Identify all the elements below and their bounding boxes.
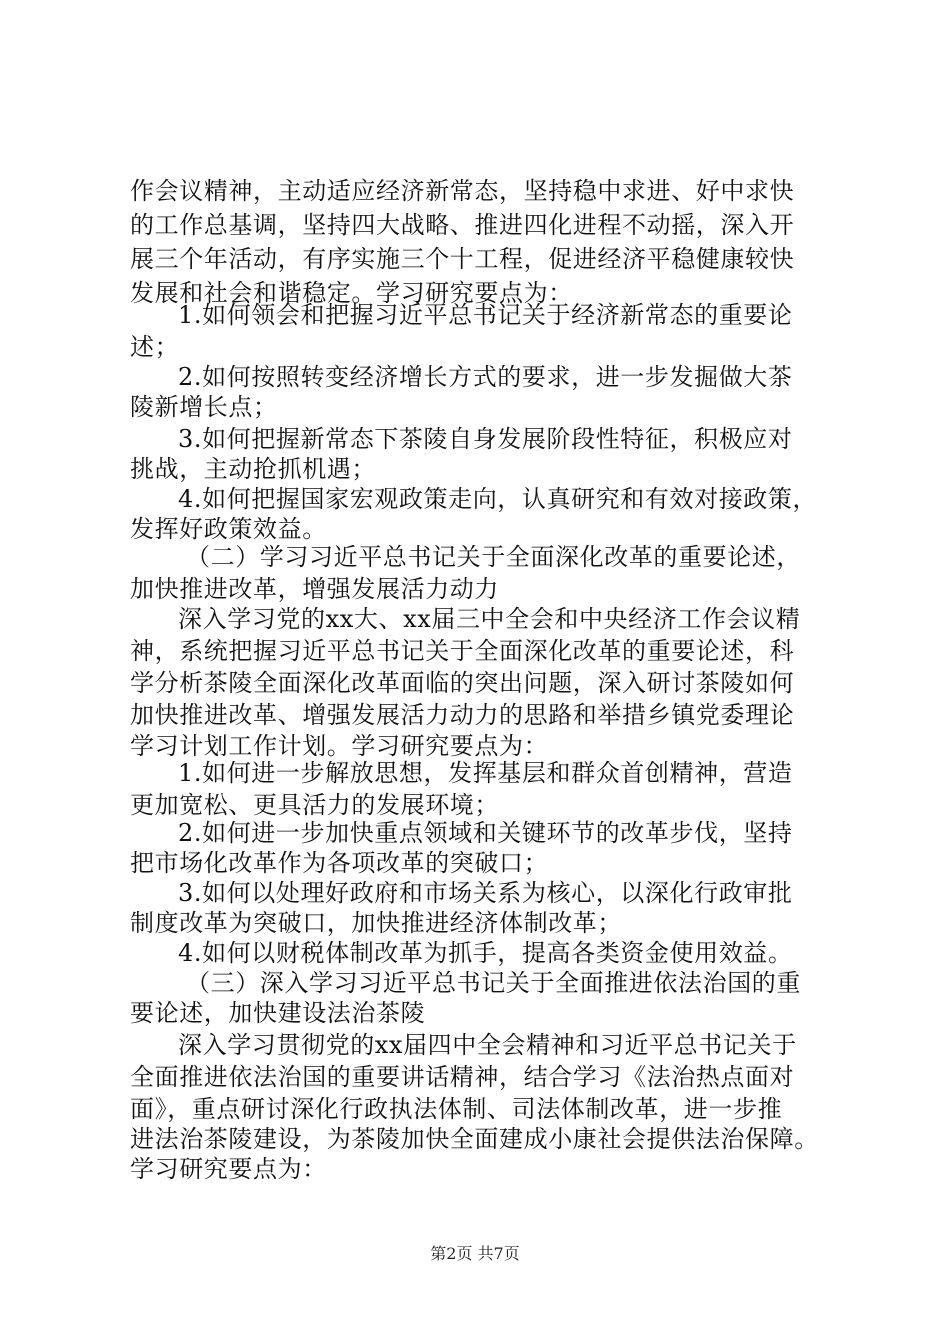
text-line: 发挥好政策效益。 (130, 515, 327, 543)
section-heading-continued: 加快推进改革，增强发展活力动力 (130, 575, 499, 603)
list-item-line: 2.如何按照转变经济增长方式的要求，进一步发掘做大茶 (178, 363, 793, 391)
page-footer: 第2页 共7页 (430, 1244, 520, 1263)
text-line: 进法治茶陵建设，为茶陵加快全面建成小康社会提供法治保障。 (130, 1125, 819, 1153)
text-line: 学分析茶陵全面深化改革面临的突出问题，深入研讨茶陵如何 (130, 669, 795, 697)
text-line: 加快推进改革、增强发展活力动力的思路和举措乡镇党委理论 (130, 701, 795, 729)
text-line: 作会议精神，主动适应经济新常态，坚持稳中求进、好中求快 (130, 177, 795, 205)
text-line: 展三个年活动，有序实施三个十工程，促进经济平稳健康较快 (130, 245, 795, 273)
text-line: 学习研究要点为： (130, 1155, 327, 1183)
text-line: 的工作总基调，坚持四大战略、推进四化进程不动摇，深入开 (130, 211, 795, 239)
text-line: 述； (130, 333, 180, 361)
list-item-line: 1.如何领会和把握习近平总书记关于经济新常态的重要论 (178, 301, 793, 329)
text-line: 挑战，主动抢抓机遇； (130, 455, 376, 483)
paragraph-line: 深入学习贯彻党的xx届四中全会精神和习近平总书记关于 (178, 1031, 797, 1059)
text-line: 把市场化改革作为各项改革的突破口； (130, 849, 549, 877)
paragraph-line: 深入学习党的xx大、xx届三中全会和中央经济工作会议精 (178, 605, 801, 633)
text-line: 发展和社会和谐稳定。学习研究要点为： (130, 279, 573, 307)
section-heading: （三）深入学习习近平总书记关于全面推进依法治国的重 (186, 969, 801, 997)
section-heading-continued: 要论述，加快建设法治茶陵 (130, 999, 426, 1027)
list-item-line: 2.如何进一步加快重点领域和关键环节的改革步伐，坚持 (178, 819, 793, 847)
list-item-line: 3.如何把握新常态下茶陵自身发展阶段性特征，积极应对 (178, 425, 793, 453)
section-heading: （二）学习习近平总书记关于全面深化改革的重要论述， (186, 543, 801, 571)
text-line: 制度改革为突破口，加快推进经济体制改革； (130, 909, 622, 937)
list-item-line: 3.如何以处理好政府和市场关系为核心，以深化行政审批 (178, 879, 793, 907)
text-line: 陵新增长点； (130, 393, 278, 421)
text-line: 学习计划工作计划。学习研究要点为： (130, 732, 549, 760)
text-line: 更加宽松、更具活力的发展环境； (130, 791, 499, 819)
text-line: 全面推进依法治国的重要讲话精神，结合学习《法治热点面对 (130, 1063, 795, 1091)
list-item-line: 1.如何进一步解放思想，发挥基层和群众首创精神，营造 (178, 759, 793, 787)
list-item-line: 4.如何把握国家宏观政策走向，认真研究和有效对接政策， (178, 485, 818, 513)
list-item-line: 4.如何以财税体制改革为抓手，提高各类资金使用效益。 (178, 939, 793, 967)
text-line: 神，系统把握习近平总书记关于全面深化改革的重要论述，科 (130, 637, 795, 665)
text-line: 面》，重点研讨深化行政执法体制、司法体制改革，进一步推 (130, 1095, 783, 1123)
